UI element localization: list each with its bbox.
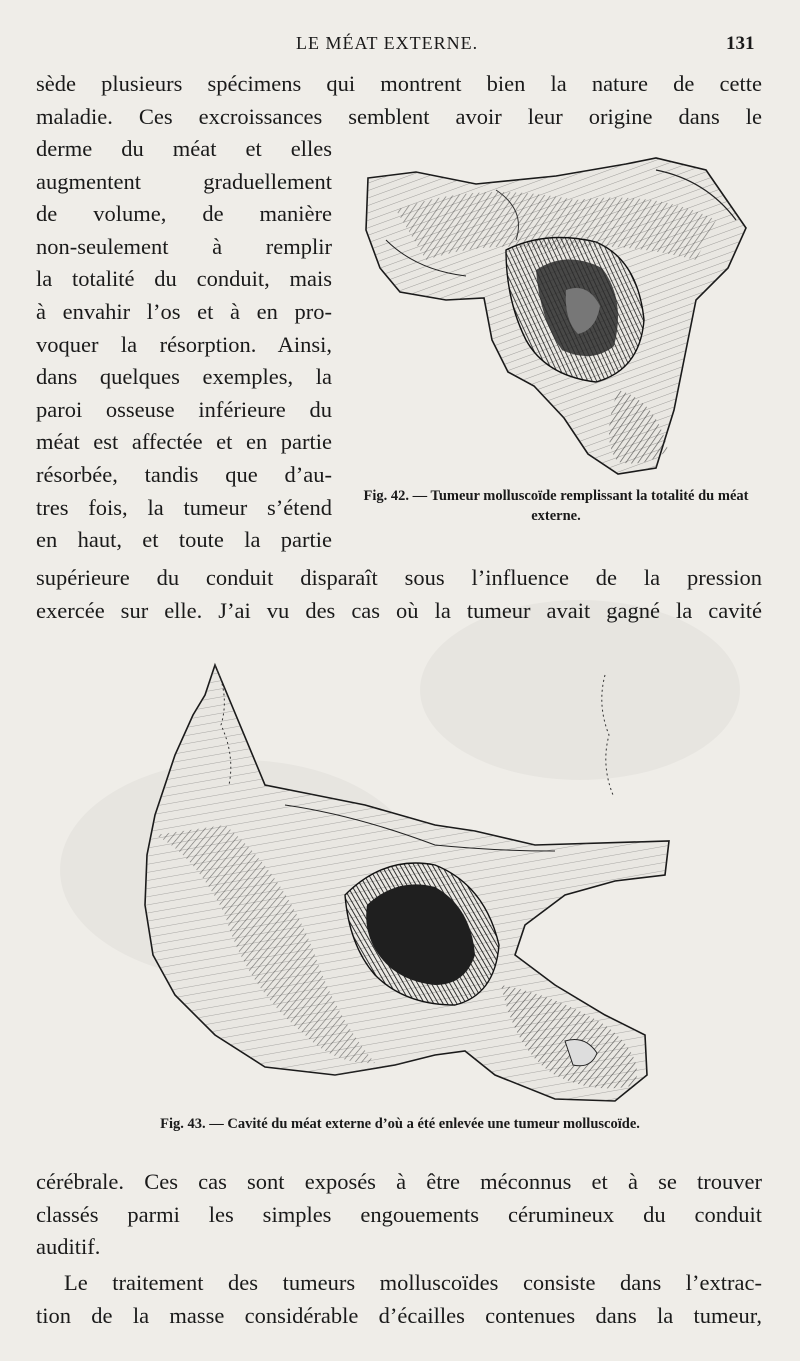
- text-line: non-seulement à remplir: [36, 233, 332, 259]
- text-line: maladie. Ces excroissances semblent avoir leur origine dans le: [36, 103, 762, 129]
- text-line: tres fois, la tumeur s’étend: [36, 494, 332, 520]
- figure-43-caption: Fig. 43. — Cavité du méat externe d’où a été enlevée une tumeur molluscoïde.: [160, 1116, 640, 1132]
- figure-42-caption: Fig. 42. — Tumeur molluscoïde remplissant la totalité du méat externe.: [363, 488, 749, 524]
- text-line: classés parmi les simples engouements cérumineux du conduit: [36, 1201, 762, 1227]
- running-head: [0, 30, 800, 60]
- text-line: la totalité du conduit, mais: [36, 266, 332, 292]
- figure-42-engraving: [356, 150, 756, 480]
- paragraph-cerebrale: [36, 1166, 762, 1264]
- paragraph-traitement: [36, 1267, 762, 1332]
- text-line: derme du méat et elles: [36, 136, 332, 161]
- page-number: 131: [726, 33, 755, 54]
- text-line: dans quelques exemples, la: [36, 364, 332, 390]
- text-line: en haut, et toute la partie: [36, 527, 332, 553]
- text-line: résorbée, tandis que d’au-: [36, 461, 332, 487]
- figure-43-engraving: [135, 655, 675, 1105]
- text-line: Le traitement des tumeurs molluscoïdes consiste dans l’extrac-: [64, 1270, 762, 1295]
- text-line: paroi osseuse inférieure du: [36, 396, 332, 422]
- text-line: exercée sur elle. J’ai vu des cas où la tumeur avait gagné la cavité: [36, 597, 762, 623]
- text-line: auditif.: [36, 1234, 101, 1260]
- running-title: LE MÉAT EXTERNE.: [296, 33, 479, 53]
- text-line: tion de la masse considérable d’écailles contenues dans la tumeur,: [36, 1302, 762, 1328]
- text-line: supérieure du conduit disparaît sous l’influence de la pression: [36, 565, 762, 590]
- paragraph-opening: [36, 68, 762, 133]
- text-line: voquer la résorption. Ainsi,: [36, 331, 332, 357]
- text-line: de volume, de manière: [36, 201, 332, 227]
- text-line: augmentent graduellement: [36, 168, 332, 194]
- paragraph-continued: [36, 562, 762, 627]
- text-line: à envahir l’os et à en pro-: [36, 298, 332, 324]
- paragraph-wrapped-beside-figure: [36, 133, 332, 557]
- text-line: sède plusieurs spécimens qui montrent bien la nature de cette: [36, 71, 762, 96]
- text-line: cérébrale. Ces cas sont exposés à être méconnus et à se trouver: [36, 1169, 762, 1194]
- text-line: méat est affectée et en partie: [36, 429, 332, 455]
